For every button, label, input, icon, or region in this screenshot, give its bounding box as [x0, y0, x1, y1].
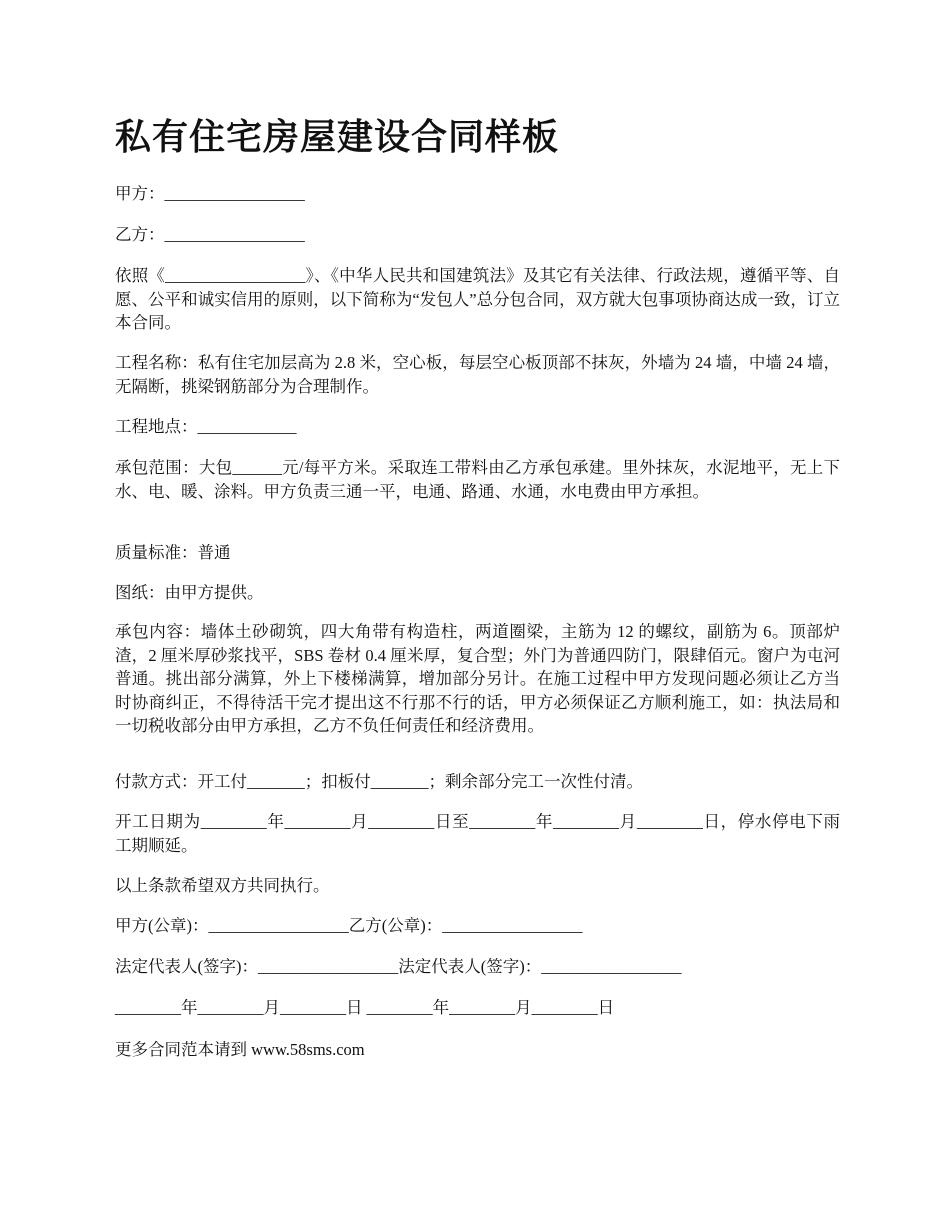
schedule-paragraph: 开工日期为________年________月________日至________年________月________日，停水停电下雨工期顺延。: [115, 812, 840, 855]
representatives-line: 法定代表人(签字)：_________________法定代表人(签字)：_________________: [115, 957, 682, 976]
seals-line: 甲方(公章)：_________________乙方(公章)：_________________: [115, 916, 583, 935]
drawings-line: 图纸：由甲方提供。: [115, 583, 264, 602]
scope-paragraph: 承包范围：大包______元/每平方米。采取连工带料由乙方承包承建。里外抹灰，水泥地平，无上下水、电、暖、涂料。甲方负责三通一平，电通、路通、水通，水电费由甲方承担。: [115, 458, 840, 501]
party-a-line: 甲方：_________________: [115, 184, 305, 203]
intro-paragraph: 依照《_________________》、《中华人民共和国建筑法》及其它有关法律、行政法规，遵循平等、自愿、公平和诚实信用的原则，以下简称为“发包人”总分包合同，双方就大包事项协商达成一致，订立本合同。: [115, 266, 840, 332]
quality-line: 质量标准：普通: [115, 543, 231, 562]
content-paragraph: 承包内容：墙体土砂砌筑，四大角带有构造柱，两道圈梁，主筋为 12 的螺纹，副筋为 6。顶部炉渣，2 厘米厚砂浆找平，SBS 卷材 0.4 厘米厚，复合型；外门为普通四防门，限肆佰元。窗户为屯河普通。挑出部分满算，外上下楼梯满算，增加部分另计。在施工过程中甲方发现问题必须让乙方当时协商纠正，不得待活干完才提出这不行那不行的话，甲方必须保证乙方顺利施工，如：执法局和一切税收部分由甲方承担，乙方不负任何责任和经济费用。: [115, 622, 840, 735]
party-b-line: 乙方：_________________: [115, 225, 305, 244]
footer-link-line: 更多合同范本请到 www.58sms.com: [115, 1040, 365, 1059]
signing-dates-line: ________年________月________日 ________年________月________日: [115, 998, 615, 1017]
closing-line: 以上条款希望双方共同执行。: [115, 876, 330, 895]
project-location-line: 工程地点：____________: [115, 417, 297, 436]
document-title: 私有住宅房屋建设合同样板: [115, 117, 560, 157]
project-name-paragraph: 工程名称：私有住宅加层高为 2.8 米，空心板，每层空心板顶部不抹灰，外墙为 24 墙，中墙 24 墙，无隔断，挑梁钢筋部分为合理制作。: [115, 353, 840, 396]
payment-line: 付款方式：开工付_______；扣板付_______；剩余部分完工一次性付清。: [115, 772, 643, 791]
